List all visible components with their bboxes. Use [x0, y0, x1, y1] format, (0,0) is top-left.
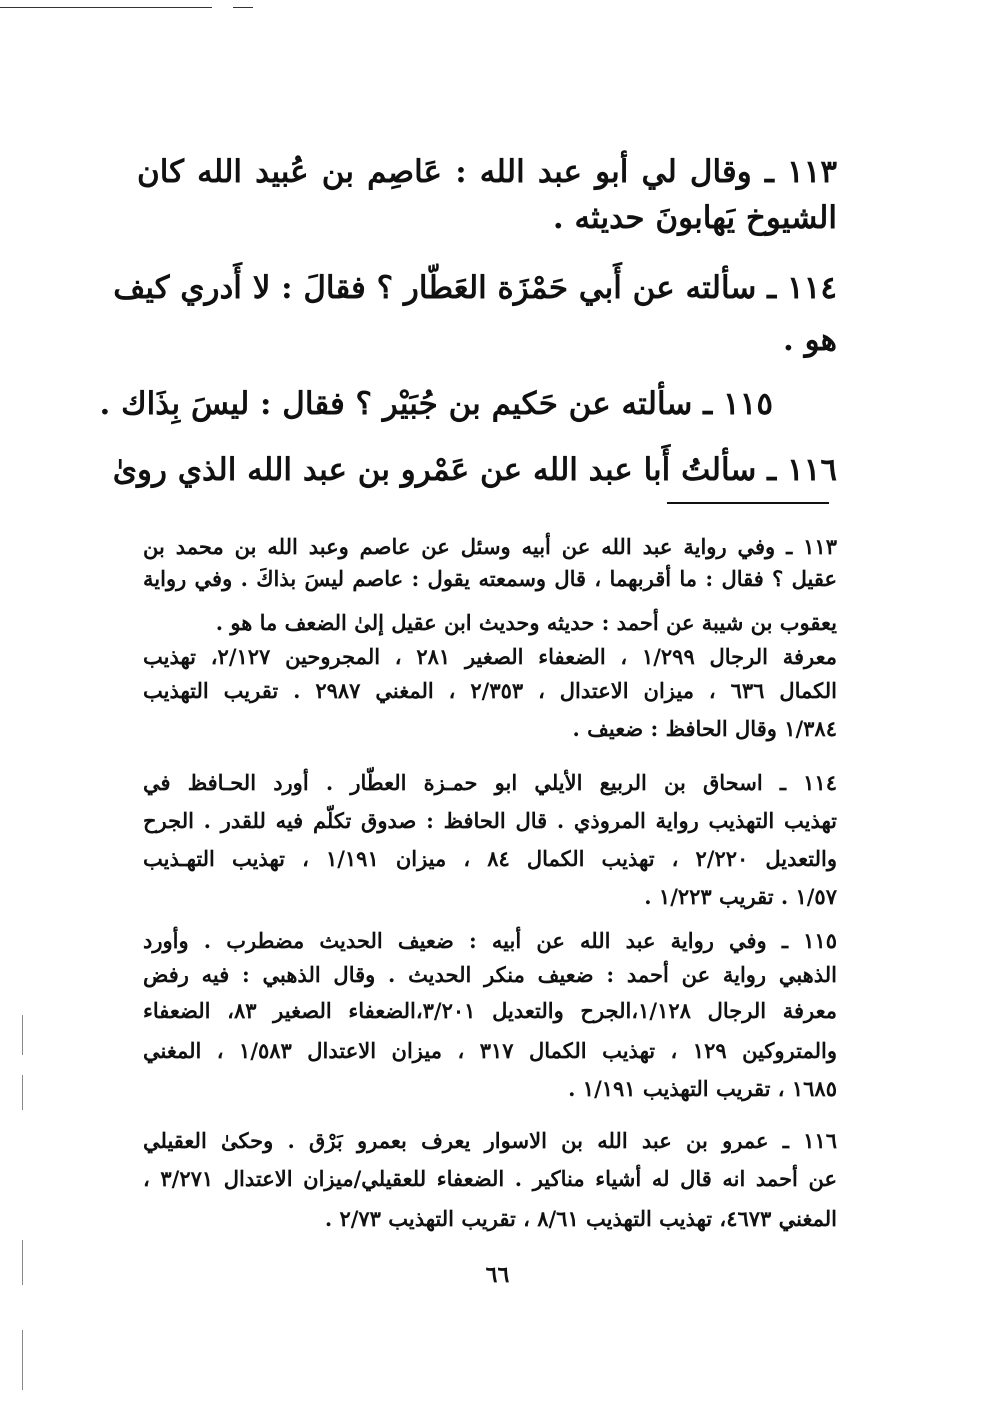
- footnote-line: معرفة الرجال ١/٢٩٩ ، الضعفاء الصغير ٢٨١ ، المجروحين ٢/١٢٧، تهذيب: [143, 644, 837, 669]
- main-text-line: ١١٤ ـ سألته عن أَبي حَمْزَة العَطّار ؟ فقالَ : لا أَدري كيف: [113, 270, 837, 306]
- main-text-line: ١١٥ ـ سألته عن حَكيم بن جُبَيْر ؟ فقال : ليسَ بِذَاك .: [99, 386, 773, 422]
- footnote-line: معرفة الرجال ١/١٢٨،الجرح والتعديل ٣/٢٠١،الضعفاء الصغير ٨٣، الضعفاء: [143, 998, 838, 1023]
- footnote-line: ١/٣٨٤ وقال الحافظ : ضعيف .: [572, 716, 837, 741]
- footnote-line: ١١٤ ـ اسحاق بن الربيع الأيلي ابو حمـزة العطّار . أورد الحـافظ في: [143, 770, 837, 795]
- scan-margin-mark: [22, 1075, 23, 1110]
- scan-margin-mark: [22, 1330, 23, 1390]
- scan-margin-mark: [22, 1015, 23, 1055]
- main-text-line: الشيوخ يَهابونَ حديثه .: [552, 200, 837, 236]
- footnote-line: والتعديل ٢/٢٢٠ ، تهذيب الكمال ٨٤ ، ميزان ١/١٩١ ، تهذيب التهـذيب: [143, 846, 837, 871]
- footnote-line: والمتروكين ١٢٩ ، تهذيب الكمال ٣١٧ ، ميزان الاعتدال ١/٥٨٣ ، المغني: [143, 1038, 837, 1063]
- footnote-line: ١/٥٧ . تقريب ١/٢٢٣ .: [644, 884, 837, 909]
- footnote-line: يعقوب بن شيبة عن أحمد : حديثه وحديث ابن عقيل إلىٰ الضعف ما هو .: [215, 610, 837, 635]
- footnote-separator: [667, 502, 829, 504]
- footnote-line: الكمال ٦٣٦ ، ميزان الاعتدال ، ٢/٣٥٣ ، المغني ٢٩٨٧ . تقريب التهذيب: [143, 678, 837, 703]
- footnote-line: ١٦٨٥ ، تقريب التهذيب ١/١٩١ .: [568, 1076, 837, 1101]
- scan-edge-line: [0, 7, 212, 8]
- main-text-line: هو .: [783, 322, 837, 358]
- main-text-line: ١١٦ ـ سألتُ أَبا عبد الله عن عَمْرو بن عبد الله الذي روىٰ: [112, 452, 837, 488]
- footnote-line: المغني ٤٦٧٣، تهذيب التهذيب ٨/٦١ ، تقريب التهذيب ٢/٧٣ .: [324, 1206, 837, 1231]
- footnote-line: ١١٣ ـ وفي رواية عبد الله عن أبيه وسئل عن عاصم وعبد الله بن محمد بن: [143, 534, 837, 559]
- footnote-line: ١١٥ ـ وفي رواية عبد الله عن أبيه : ضعيف الحديث مضطرب . وأورد: [143, 928, 837, 953]
- page-number: ٦٦: [485, 1262, 510, 1288]
- footnote-line: عقيل ؟ فقال : ما أقربهما ، قال وسمعته يقول : عاصم ليسَ بذاكَ . وفي رواية: [143, 566, 837, 591]
- footnote-line: تهذيب التهذيب رواية المروذي . قال الحافظ : صدوق تكلّم فيه للقدر . الجرح: [143, 808, 837, 833]
- footnote-line: الذهبي رواية عن أحمد : ضعيف منكر الحديث . وقال الذهبي : فيه رفض: [143, 962, 837, 987]
- scan-edge-line: [233, 7, 253, 8]
- footnote-line: عن أحمد انه قال له أشياء مناكير . الضعفاء للعقيلي/ميزان الاعتدال ٣/٢٧١ ،: [143, 1166, 837, 1191]
- main-text-line: ١١٣ ـ وقال لي أبو عبد الله : عَاصِم بن عُبيد الله كان: [137, 154, 837, 190]
- footnote-line: ١١٦ ـ عمرو بن عبد الله بن الاسوار يعرف بعمرو بَرْق . وحكىٰ العقيلي: [143, 1128, 837, 1153]
